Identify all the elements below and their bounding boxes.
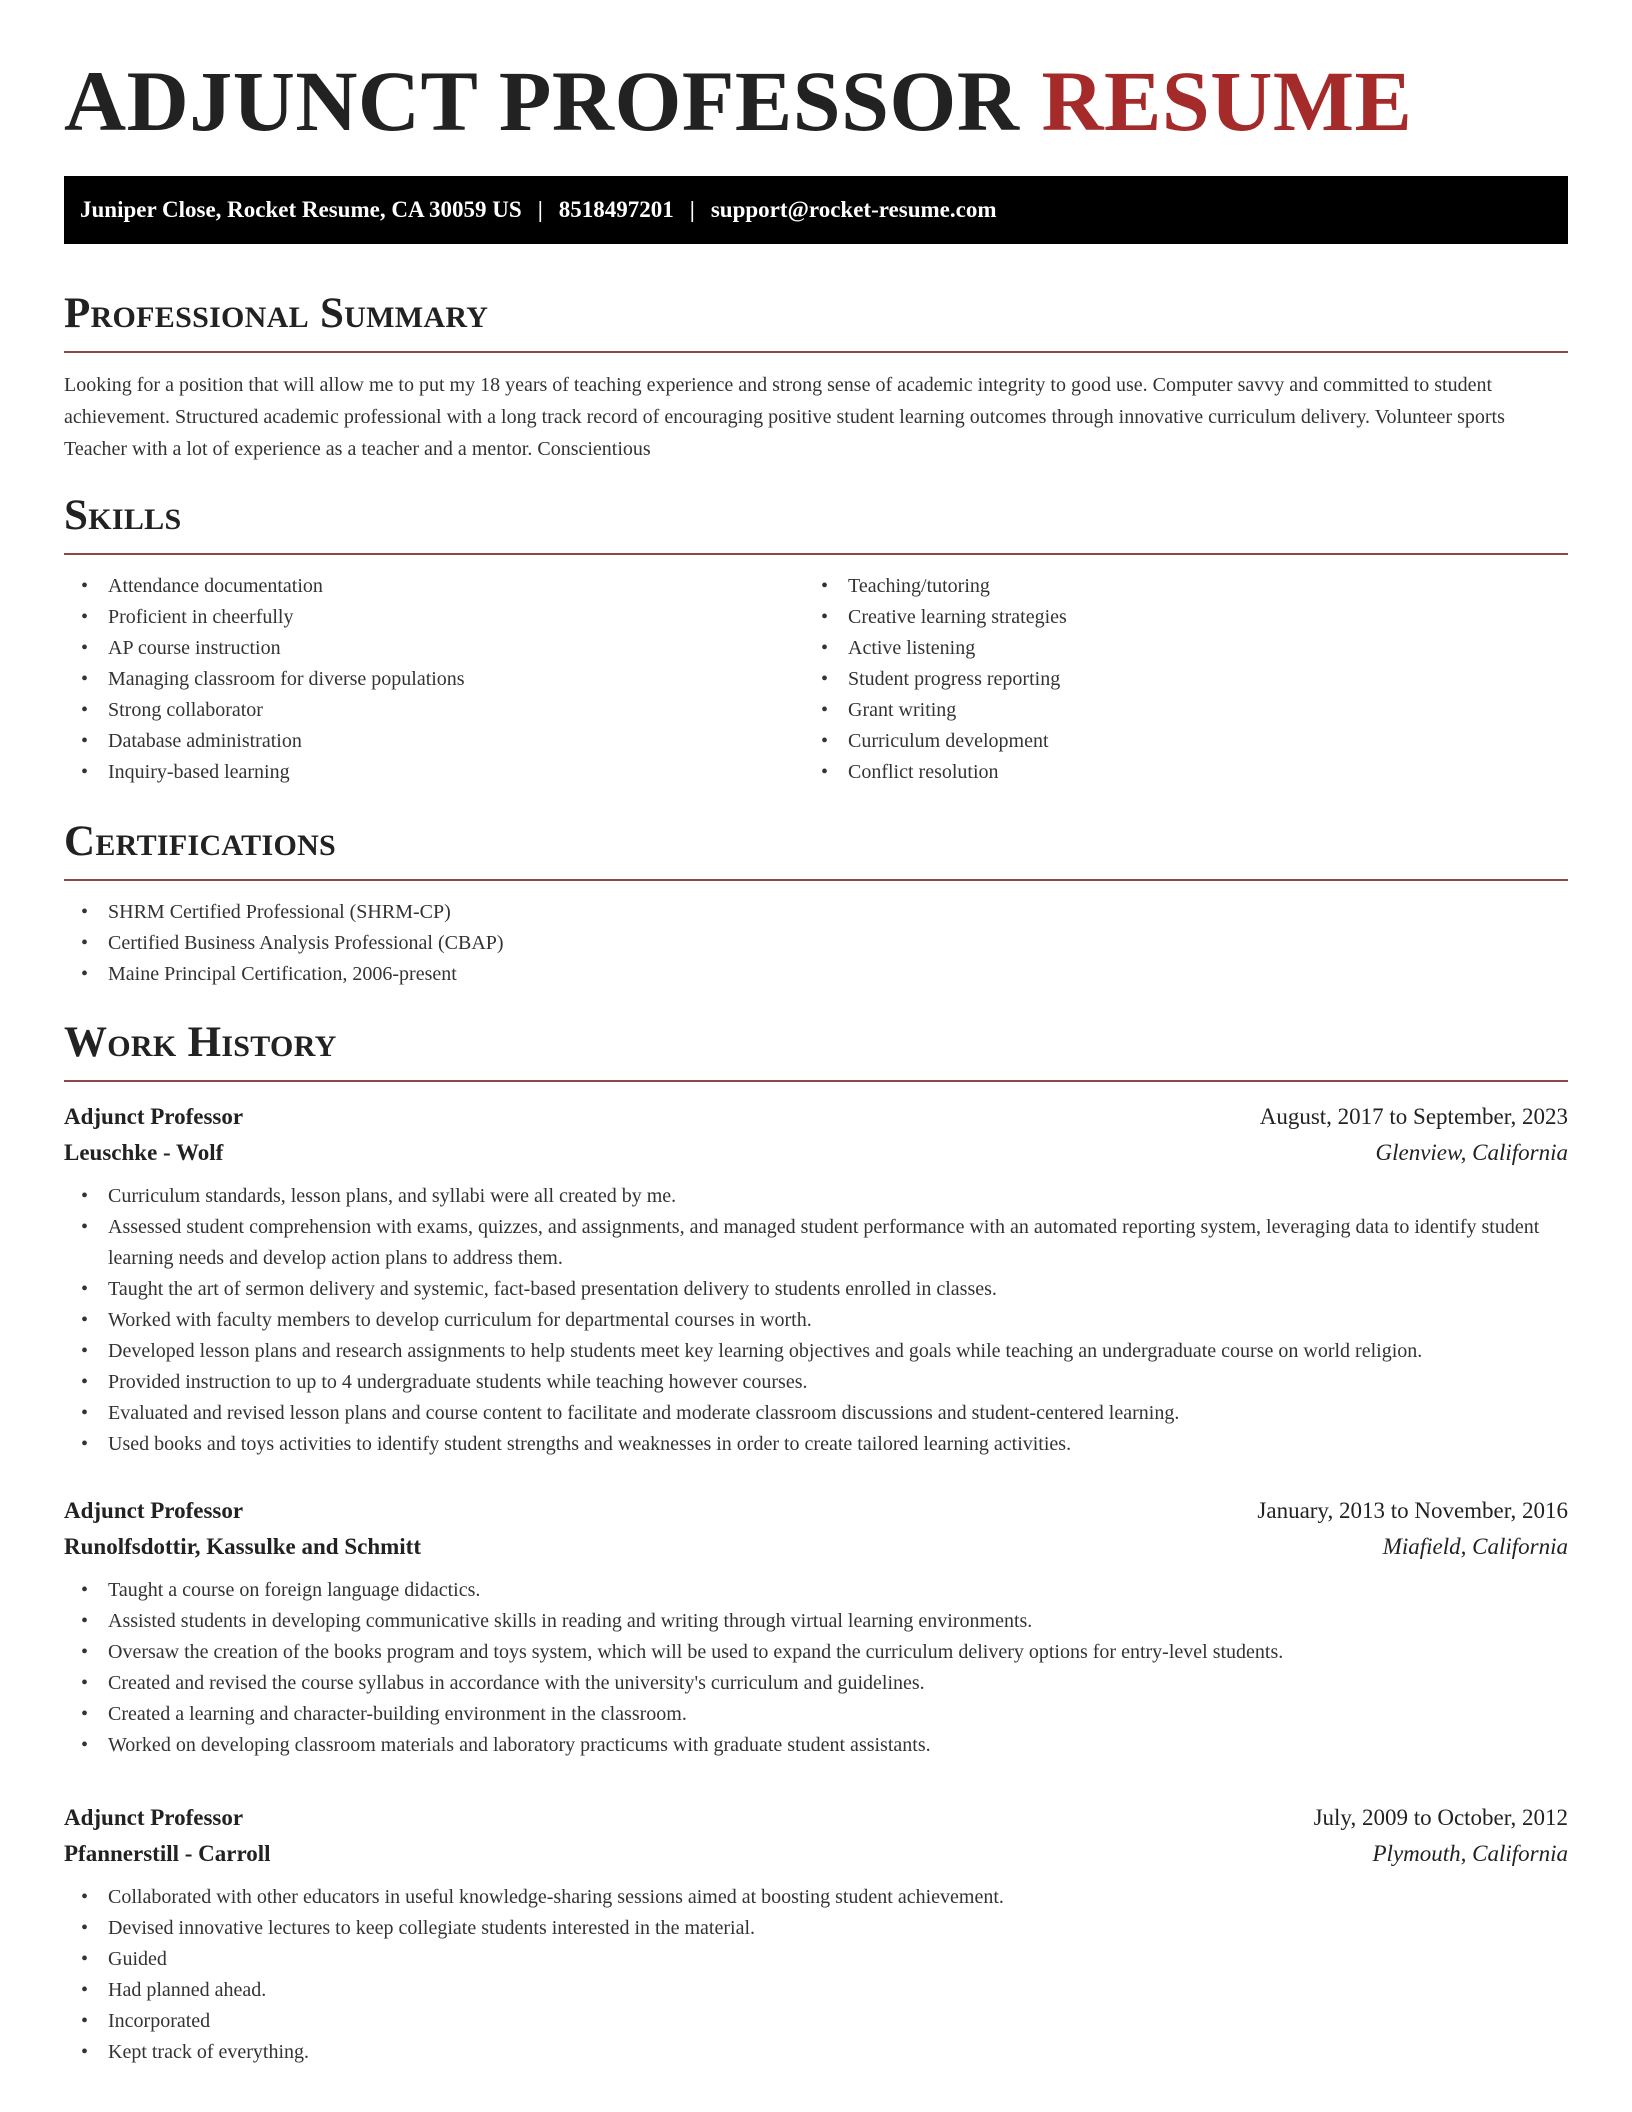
job-bullet: • Collaborated with other educators in useful knowledge-sharing sessions aimed at boosting student achievement. [64,1882,1568,1913]
job-bullet: • Devised innovative lectures to keep collegiate students interested in the material. [64,1913,1568,1944]
skill-item: • Grant writing [804,695,1544,726]
job-title: Adjunct Professor [64,1805,244,1830]
skill-item: • Student progress reporting [804,664,1544,695]
job-bullet: • Taught a course on foreign language didactics. [64,1575,1568,1606]
skill-item: • Strong collaborator [64,695,804,726]
resume-page [64,0,1568,2063]
job-bullet: • Evaluated and revised lesson plans and course content to facilitate and moderate classroom discussions and student-centered learning. [64,1398,1568,1429]
job-bullet: • Kept track of everything. [64,2037,1568,2068]
job-location: Glenview, California [1375,1140,1568,1165]
job-bullet: • Incorporated [64,2006,1568,2037]
job-bullet: • Created and revised the course syllabus in accordance with the university's curriculum and guidelines. [64,1668,1568,1699]
job-bullets [64,1882,1568,2068]
job-bullets [64,1575,1568,1761]
skill-item: • Creative learning strategies [804,602,1544,633]
skills-list-left [64,571,804,788]
job-entry [64,1800,1568,2068]
job-dates: July, 2009 to October, 2012 [1313,1805,1568,1830]
work-history-heading: Work History [64,1021,1568,1082]
job-bullet: • Curriculum standards, lesson plans, and syllabi were all created by me. [64,1181,1568,1212]
job-title: Adjunct Professor [64,1498,244,1523]
job-location: Miafield, California [1382,1534,1568,1559]
certification-item: • Certified Business Analysis Professional (CBAP) [64,928,1568,959]
skill-item: • Active listening [804,633,1544,664]
skills-heading: Skills [64,494,1568,555]
job-dates: January, 2013 to November, 2016 [1257,1498,1568,1523]
skills-grid [64,571,1568,788]
contact-separator: | [689,197,695,222]
job-title: Adjunct Professor [64,1104,244,1129]
job-subheader-row [64,1529,1568,1565]
contact-bar [64,176,1568,244]
job-bullets [64,1181,1568,1460]
job-subheader-row [64,1135,1568,1171]
work-history-section [64,1021,1568,1082]
skills-list-right [804,571,1544,788]
job-header-row [64,1099,1568,1135]
contact-separator: | [537,197,543,222]
job-bullet: • Worked on developing classroom materials and laboratory practicums with graduate student assistants. [64,1730,1568,1761]
job-bullet: • Used books and toys activities to identify student strengths and weaknesses in order to create tailored learning activities. [64,1429,1568,1460]
summary-section [64,292,1568,465]
certifications-list [64,897,1568,990]
job-header-row [64,1800,1568,1836]
job-bullet: • Had planned ahead. [64,1975,1568,2006]
certifications-section [64,820,1568,990]
job-bullet: • Developed lesson plans and research assignments to help students meet key learning objectives and goals while teaching an undergraduate course on world religion. [64,1336,1568,1367]
skill-item: • Attendance documentation [64,571,804,602]
job-header-row [64,1493,1568,1529]
job-bullet: • Guided [64,1944,1568,1975]
job-bullet: • Worked with faculty members to develop curriculum for departmental courses in worth. [64,1305,1568,1336]
certification-item: • Maine Principal Certification, 2006-present [64,959,1568,990]
contact-phone: 8518497201 [558,197,674,222]
summary-text: Looking for a position that will allow me to put my 18 years of teaching experience and strong sense of academic integrity to good use. Computer savvy and committed to student achievement. Structured academic professional with a long track record of encouraging positive student learning outcomes through innovative curriculum delivery. Volunteer sports Teacher with a lot of experience as a teacher and a mentor. Conscientious [64,374,1505,460]
summary-heading: Professional Summary [64,292,1568,353]
job-company: Runolfsdottir, Kassulke and Schmitt [64,1534,422,1559]
job-entry [64,1099,1568,1460]
job-location: Plymouth, California [1372,1841,1568,1866]
job-company: Leuschke - Wolf [64,1140,224,1165]
certifications-heading: Certifications [64,820,1568,881]
resume-title-accent: RESUME [1041,53,1413,149]
certification-item: • SHRM Certified Professional (SHRM-CP) [64,897,1568,928]
resume-title [64,0,1568,160]
skill-item: • Teaching/tutoring [804,571,1544,602]
job-bullet: • Taught the art of sermon delivery and systemic, fact-based presentation delivery to students enrolled in classes. [64,1274,1568,1305]
job-bullet: • Provided instruction to up to 4 undergraduate students while teaching however courses. [64,1367,1568,1398]
skill-item: • Conflict resolution [804,757,1544,788]
job-bullet: • Assessed student comprehension with exams, quizzes, and assignments, and managed student performance with an automated reporting system, leveraging data to identify student learning needs and develop action plans to address them. [64,1212,1568,1274]
job-subheader-row [64,1836,1568,1872]
skill-item: • Curriculum development [804,726,1544,757]
job-bullet: • Assisted students in developing communicative skills in reading and writing through virtual learning environments. [64,1606,1568,1637]
skills-section [64,494,1568,788]
contact-address: Juniper Close, Rocket Resume, CA 30059 US [80,197,522,222]
skill-item: • Database administration [64,726,804,757]
skill-item: • Proficient in cheerfully [64,602,804,633]
job-dates: August, 2017 to September, 2023 [1259,1104,1568,1129]
skill-item: • Inquiry-based learning [64,757,804,788]
skill-item: • Managing classroom for diverse populations [64,664,804,695]
job-entry [64,1493,1568,1761]
job-company: Pfannerstill - Carroll [64,1841,271,1866]
skill-item: • AP course instruction [64,633,804,664]
contact-email: support@rocket-resume.com [710,197,997,222]
job-bullet: • Oversaw the creation of the books program and toys system, which will be used to expand the curriculum delivery options for entry-level students. [64,1637,1568,1668]
job-bullet: • Created a learning and character-building environment in the classroom. [64,1699,1568,1730]
resume-title-main: ADJUNCT PROFESSOR [64,53,1020,149]
